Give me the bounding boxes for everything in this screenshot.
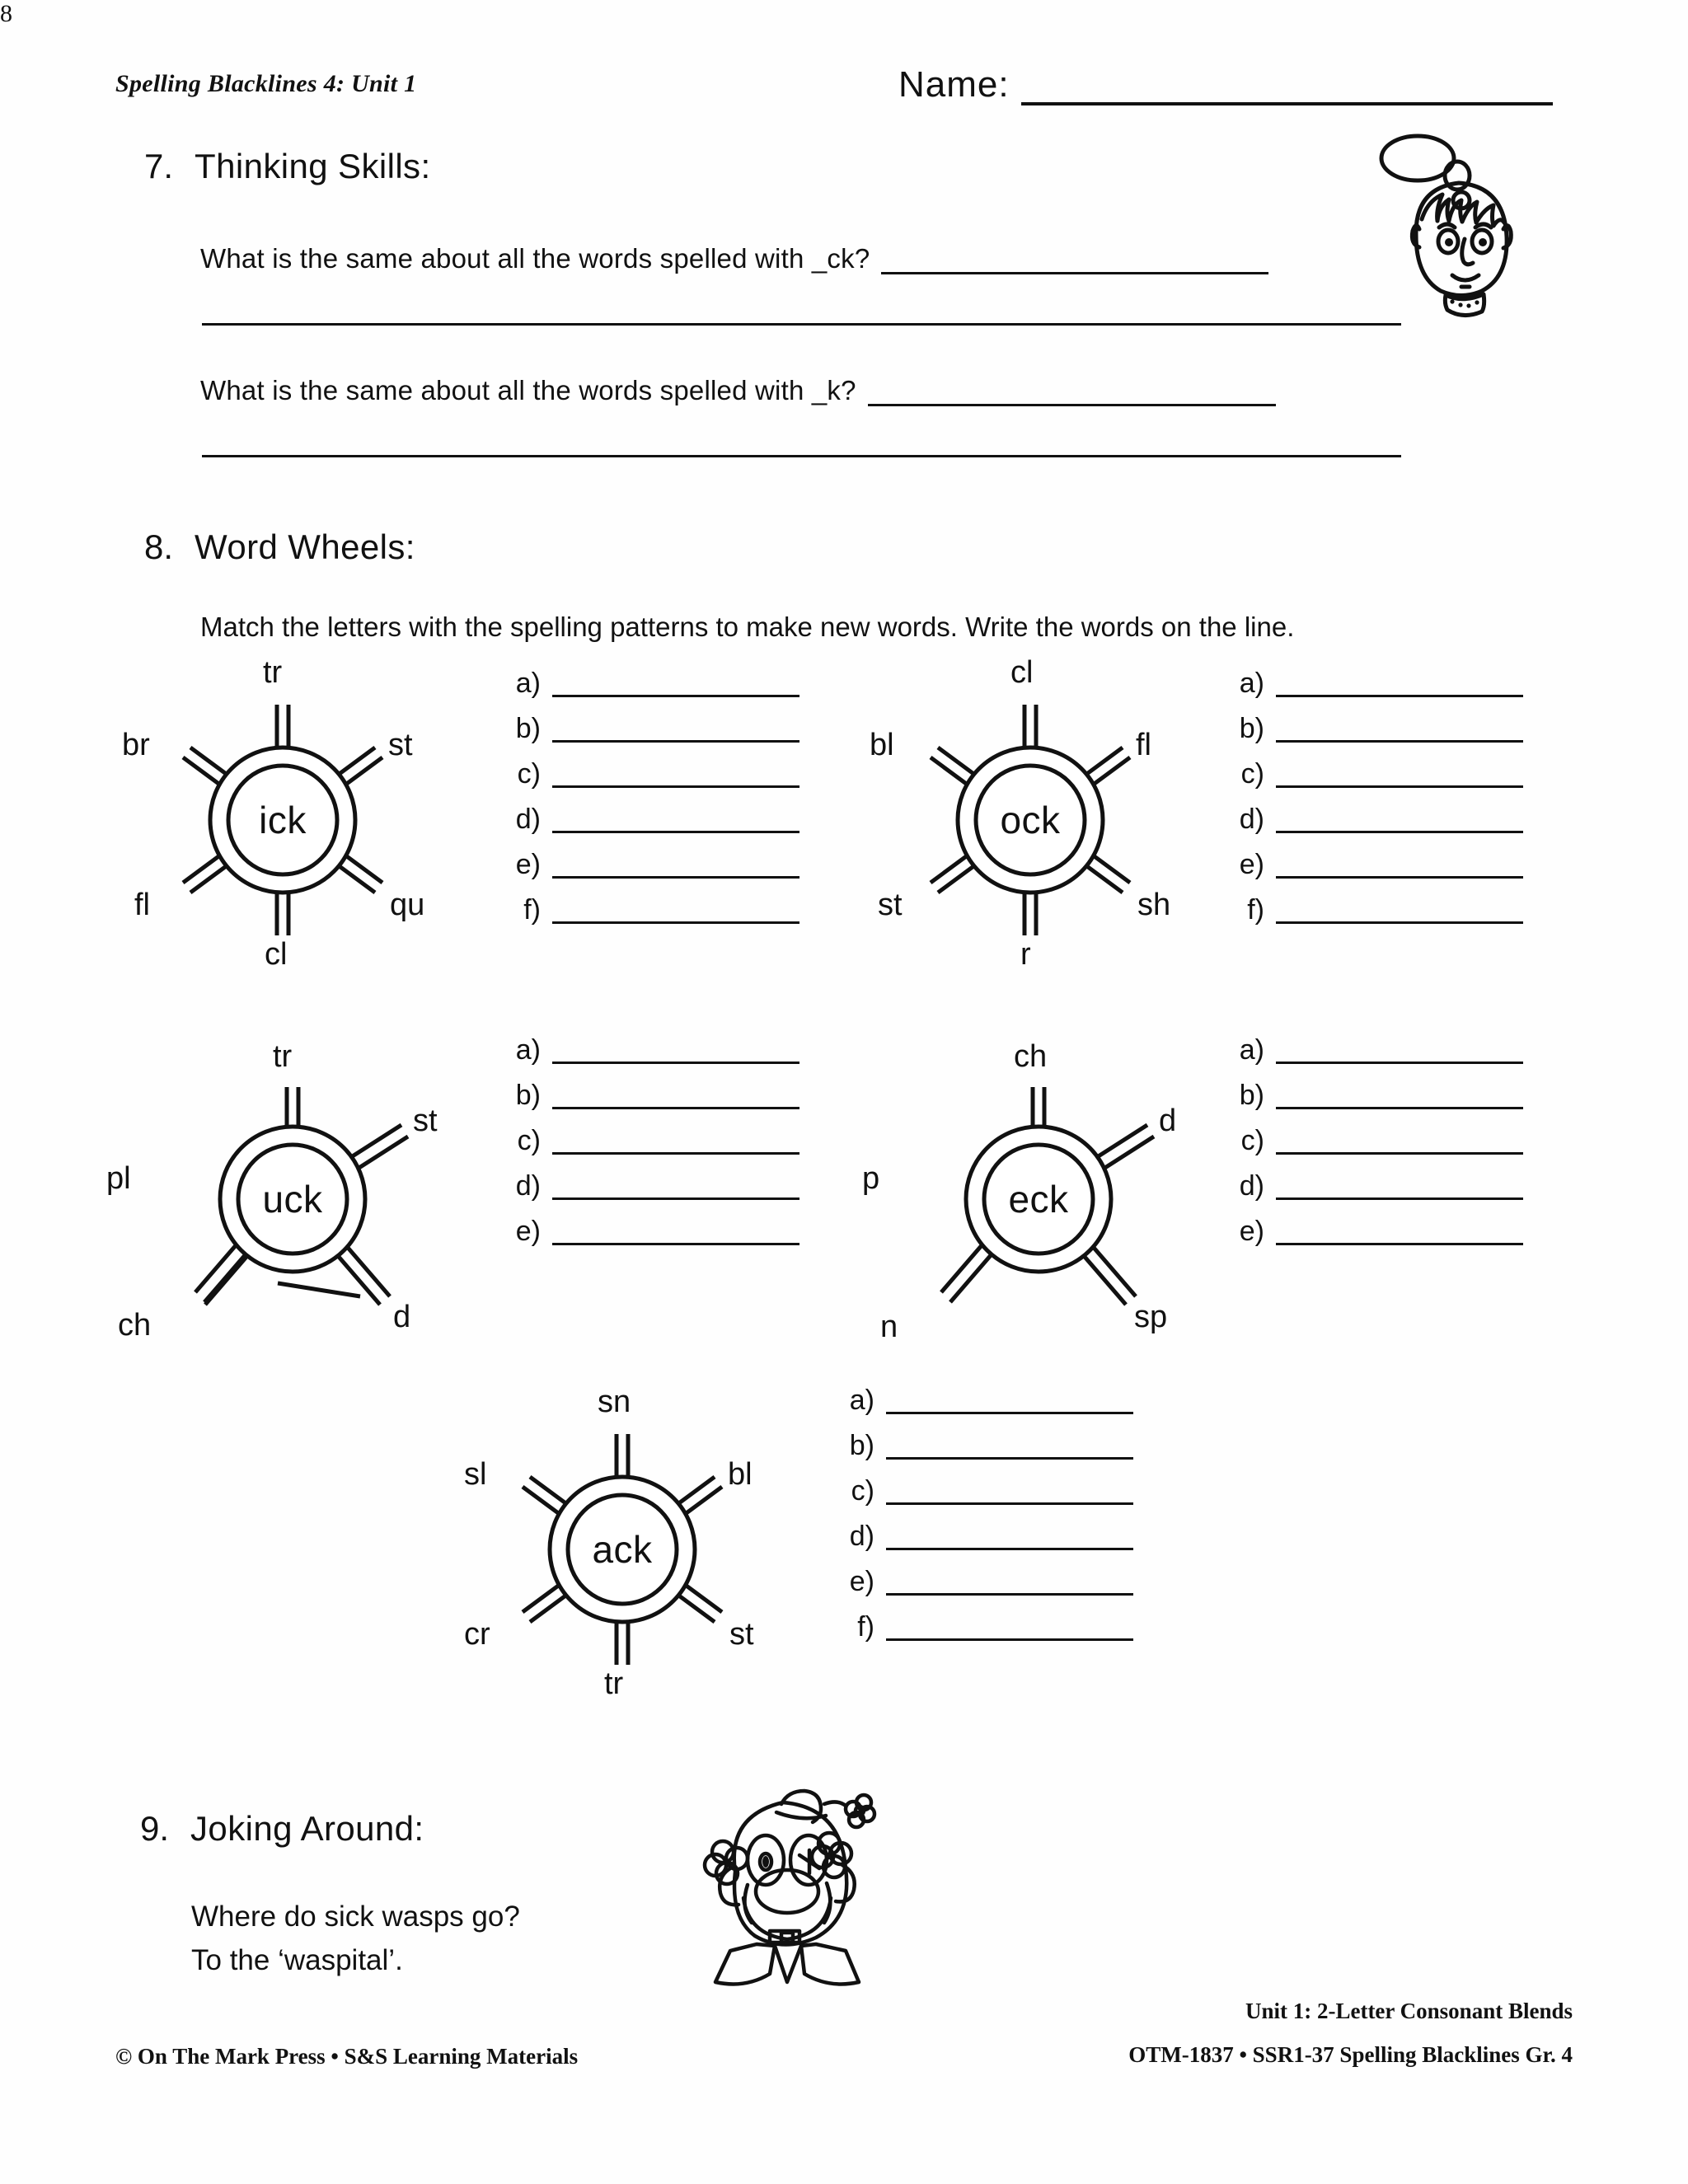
answer-item bbox=[495, 1076, 799, 1109]
answer-line[interactable] bbox=[886, 1380, 1133, 1414]
word-wheel-ick[interactable] bbox=[122, 655, 425, 972]
answer-line[interactable] bbox=[552, 799, 799, 833]
answer-letter: e) bbox=[849, 1566, 874, 1597]
wheel-uck-spoke-left: pl bbox=[106, 1161, 131, 1196]
answer-letter: d) bbox=[849, 1521, 874, 1552]
question-1-answer-line[interactable] bbox=[881, 237, 1268, 274]
wheel-eck-spoke-left: p bbox=[862, 1161, 880, 1196]
answer-letter: c) bbox=[517, 758, 541, 790]
question-1-text: What is the same about all the words spelled with _ck? bbox=[200, 243, 870, 274]
wheel-uck-spoke-lower-right: d bbox=[393, 1300, 411, 1334]
answer-letter: b) bbox=[1239, 1080, 1264, 1111]
question-1-row bbox=[200, 237, 1268, 274]
wheel-uck-spoke-right: st bbox=[413, 1104, 438, 1138]
section-8-instruction: Match the letters with the spelling patterns to make new words. Write the words on the line. bbox=[200, 612, 1295, 642]
wheel-ack-spoke-upper-right: bl bbox=[728, 1457, 753, 1492]
wheel-ock-spoke-lower-right: sh bbox=[1137, 888, 1171, 922]
answer-line[interactable] bbox=[886, 1562, 1133, 1596]
joke-answer: To the ‘waspital’. bbox=[191, 1943, 403, 1976]
section-7-number: 7. bbox=[144, 147, 174, 185]
answer-item bbox=[1218, 845, 1523, 879]
answer-item bbox=[828, 1426, 1133, 1460]
answer-line[interactable] bbox=[886, 1607, 1133, 1641]
section-9-heading bbox=[140, 1809, 424, 1849]
answer-item bbox=[828, 1607, 1133, 1641]
page-number: 8 bbox=[0, 0, 12, 27]
question-2-text: What is the same about all the words spelled with _k? bbox=[200, 375, 856, 405]
wheel-ick-spoke-upper-right: st bbox=[388, 728, 413, 762]
wheel-ock-center: ock bbox=[1000, 799, 1061, 841]
wheel-ack-spoke-upper-left: sl bbox=[464, 1457, 487, 1492]
answer-line[interactable] bbox=[1276, 754, 1523, 788]
answer-item bbox=[1218, 1166, 1523, 1200]
answer-line[interactable] bbox=[552, 1121, 799, 1155]
answer-line[interactable] bbox=[886, 1516, 1133, 1550]
answer-line[interactable] bbox=[1276, 1212, 1523, 1245]
answer-line[interactable] bbox=[1276, 663, 1523, 697]
answer-item bbox=[1218, 1121, 1523, 1155]
answer-item bbox=[828, 1516, 1133, 1550]
wheel-ack-center: ack bbox=[592, 1528, 653, 1571]
answer-item bbox=[495, 1030, 799, 1064]
answer-item bbox=[495, 890, 799, 924]
joke-question: Where do sick wasps go? bbox=[191, 1900, 520, 1933]
wheel-uck-spoke-top: tr bbox=[273, 1039, 293, 1074]
answer-letter: d) bbox=[515, 804, 541, 835]
wheel-ick-center: ick bbox=[259, 799, 307, 841]
answer-line[interactable] bbox=[552, 709, 799, 743]
answer-item bbox=[495, 754, 799, 788]
name-field-group bbox=[898, 59, 1553, 105]
answer-line[interactable] bbox=[886, 1471, 1133, 1505]
answer-item bbox=[495, 845, 799, 879]
wheel-eck-spoke-lower-left: n bbox=[880, 1310, 898, 1344]
answer-line[interactable] bbox=[552, 1166, 799, 1200]
footer-unit: Unit 1: 2-Letter Consonant Blends bbox=[1245, 1999, 1573, 2023]
wheel-ack-spoke-bottom: tr bbox=[604, 1666, 624, 1701]
footer-copyright: © On The Mark Press • S&S Learning Materials bbox=[115, 2044, 579, 2069]
answer-line[interactable] bbox=[1276, 890, 1523, 924]
section-9-number: 9. bbox=[140, 1809, 170, 1848]
section-8-title: Word Wheels: bbox=[195, 527, 415, 566]
word-wheel-uck[interactable] bbox=[106, 1039, 438, 1343]
answer-letter: d) bbox=[1239, 804, 1264, 835]
wheel-eck-spoke-lower-right: sp bbox=[1134, 1300, 1168, 1334]
boy-thinking-illustration bbox=[1376, 124, 1533, 321]
answer-letter: e) bbox=[1239, 1216, 1264, 1247]
answer-letter: f) bbox=[857, 1611, 874, 1643]
answer-letter: f) bbox=[1247, 894, 1264, 926]
joke-block bbox=[191, 1896, 520, 1982]
answer-item bbox=[1218, 890, 1523, 924]
booklet-title: Spelling Blacklines 4: Unit 1 bbox=[115, 70, 417, 97]
wheel-ick-spoke-top: tr bbox=[263, 655, 283, 690]
question-2-answer-line[interactable] bbox=[868, 369, 1276, 406]
answers-eck bbox=[1218, 1030, 1523, 1257]
section-8-number: 8. bbox=[144, 527, 174, 566]
answers-ack bbox=[828, 1380, 1133, 1652]
answer-line[interactable] bbox=[552, 1212, 799, 1245]
wheel-eck-spoke-top: ch bbox=[1014, 1039, 1048, 1074]
answer-letter: b) bbox=[515, 713, 541, 744]
answer-line[interactable] bbox=[552, 663, 799, 697]
answer-item bbox=[495, 799, 799, 833]
question-1-answer-line-2[interactable] bbox=[202, 323, 1401, 326]
wheel-uck-center: uck bbox=[262, 1178, 323, 1221]
answer-letter: b) bbox=[849, 1430, 874, 1461]
answer-letter: a) bbox=[1239, 668, 1264, 699]
name-label: Name: bbox=[898, 64, 1010, 105]
answer-item bbox=[828, 1380, 1133, 1414]
answer-letter: a) bbox=[849, 1385, 874, 1416]
answer-line[interactable] bbox=[552, 1030, 799, 1064]
answer-letter: e) bbox=[1239, 849, 1264, 880]
answer-item bbox=[1218, 754, 1523, 788]
wheel-uck-spoke-lower-left: ch bbox=[118, 1308, 152, 1343]
wheel-ick-spoke-upper-left: br bbox=[122, 728, 150, 762]
answer-letter: c) bbox=[517, 1125, 541, 1156]
answer-item bbox=[1218, 1212, 1523, 1245]
answer-line[interactable] bbox=[552, 890, 799, 924]
section-7-heading bbox=[144, 147, 431, 186]
answer-item bbox=[828, 1471, 1133, 1505]
word-wheel-ock[interactable] bbox=[870, 655, 1171, 972]
wheel-ick-spoke-lower-right: qu bbox=[390, 888, 425, 922]
wheel-ack-spoke-top: sn bbox=[598, 1385, 631, 1419]
answer-line[interactable] bbox=[1276, 845, 1523, 879]
answer-item bbox=[828, 1562, 1133, 1596]
answers-ock bbox=[1218, 663, 1523, 935]
wheel-ock-spoke-upper-right: fl bbox=[1136, 728, 1151, 762]
answer-item bbox=[495, 1212, 799, 1245]
word-wheel-ack[interactable] bbox=[464, 1385, 754, 1701]
answer-item bbox=[495, 1121, 799, 1155]
answers-ick bbox=[495, 663, 799, 935]
wheel-ick-spoke-bottom: cl bbox=[265, 937, 288, 972]
wheel-ock-spoke-bottom: r bbox=[1020, 937, 1031, 972]
answer-letter: e) bbox=[515, 1216, 541, 1247]
answer-letter: f) bbox=[523, 894, 541, 926]
answer-letter: b) bbox=[1239, 713, 1264, 744]
clown-illustration bbox=[684, 1776, 890, 1994]
answer-item bbox=[495, 709, 799, 743]
answer-item bbox=[1218, 663, 1523, 697]
answer-line[interactable] bbox=[552, 754, 799, 788]
question-2-row bbox=[200, 369, 1276, 406]
answer-letter: c) bbox=[1240, 758, 1264, 790]
answer-line[interactable] bbox=[1276, 1166, 1523, 1200]
answer-line[interactable] bbox=[1276, 1030, 1523, 1064]
wheel-ock-spoke-lower-left: st bbox=[878, 888, 903, 922]
section-8-heading bbox=[144, 527, 415, 567]
answer-item bbox=[1218, 799, 1523, 833]
wheel-eck-spoke-right: d bbox=[1159, 1104, 1177, 1138]
wheel-ock-spoke-upper-left: bl bbox=[870, 728, 894, 762]
wheel-ack-spoke-lower-right: st bbox=[729, 1617, 754, 1652]
answer-letter: d) bbox=[515, 1170, 541, 1202]
question-2-answer-line-2[interactable] bbox=[202, 455, 1401, 457]
word-wheel-eck[interactable] bbox=[862, 1039, 1177, 1344]
wheel-eck-center: eck bbox=[1008, 1178, 1069, 1221]
footer-code: OTM-1837 • SSR1-37 Spelling Blacklines Gr. 4 bbox=[1128, 2042, 1573, 2067]
answer-letter: c) bbox=[1240, 1125, 1264, 1156]
name-input-line[interactable] bbox=[1021, 59, 1553, 105]
section-9-title: Joking Around: bbox=[190, 1809, 424, 1848]
answer-letter: d) bbox=[1239, 1170, 1264, 1202]
answer-item bbox=[495, 1166, 799, 1200]
wheel-ock-spoke-top: cl bbox=[1010, 655, 1034, 690]
answer-line[interactable] bbox=[1276, 709, 1523, 743]
answer-letter: a) bbox=[515, 668, 541, 699]
answer-item bbox=[1218, 709, 1523, 743]
answer-letter: b) bbox=[515, 1080, 541, 1111]
answers-uck bbox=[495, 1030, 799, 1257]
answer-line[interactable] bbox=[552, 1076, 799, 1109]
answer-item bbox=[1218, 1030, 1523, 1064]
answer-letter: a) bbox=[515, 1034, 541, 1066]
answer-letter: a) bbox=[1239, 1034, 1264, 1066]
wheel-ack-spoke-lower-left: cr bbox=[464, 1617, 490, 1652]
answer-line[interactable] bbox=[552, 845, 799, 879]
answer-letter: c) bbox=[851, 1475, 874, 1507]
section-7-title: Thinking Skills: bbox=[195, 147, 431, 185]
answer-line[interactable] bbox=[1276, 1076, 1523, 1109]
answer-item bbox=[1218, 1076, 1523, 1109]
answer-letter: e) bbox=[515, 849, 541, 880]
answer-line[interactable] bbox=[1276, 1121, 1523, 1155]
answer-line[interactable] bbox=[886, 1426, 1133, 1460]
answer-item bbox=[495, 663, 799, 697]
wheel-ick-spoke-lower-left: fl bbox=[134, 888, 150, 922]
answer-line[interactable] bbox=[1276, 799, 1523, 833]
